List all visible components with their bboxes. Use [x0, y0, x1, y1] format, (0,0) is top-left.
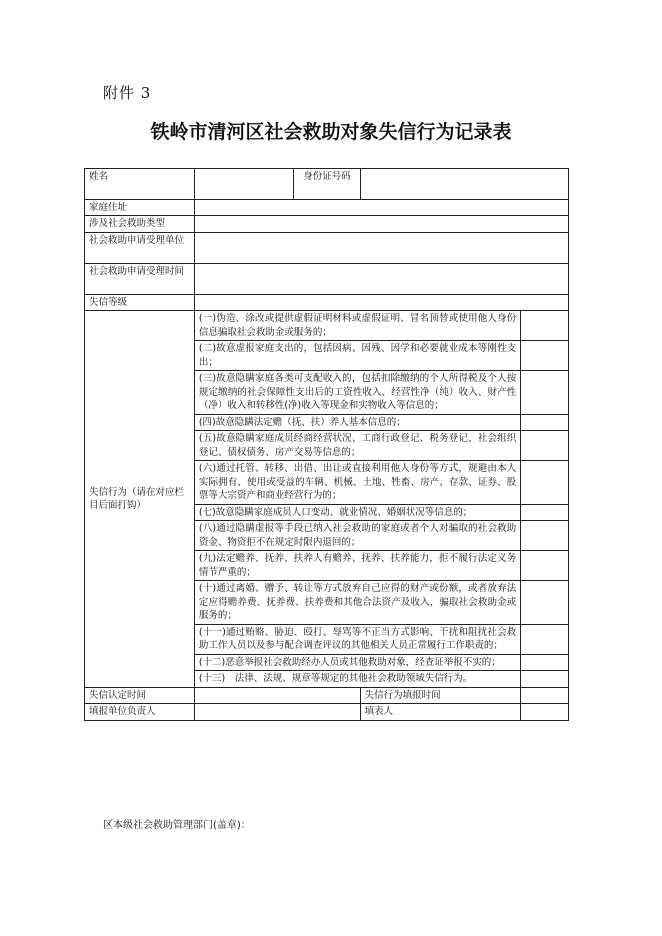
violation-item: (五)故意隐瞒家庭成员经商经营状况、工商行政登记、税务登记、社会组织登记、债权债务、房产交易等信息的；: [194, 431, 520, 461]
application-unit-label: 社会救助申请受理单位: [85, 232, 195, 263]
violation-check-cell[interactable]: [521, 654, 569, 670]
confirm-time-label: 失信认定时间: [85, 687, 195, 703]
application-time-field[interactable]: [194, 263, 568, 294]
violation-item: (十三) 法律、法规、规章等规定的其他社会救助领域失信行为。: [194, 671, 520, 687]
page-title: 铁岭市清河区社会救助对象失信行为记录表: [150, 121, 512, 143]
violation-item: (八)通过隐瞒虚报等手段已纳入社会救助的家庭或者个人对骗取的社会救助资金、物资拒不在规定时限内退回的；: [194, 521, 520, 551]
name-label: 姓名: [85, 169, 195, 200]
credit-level-field[interactable]: [194, 294, 568, 310]
report-time-field[interactable]: [521, 687, 569, 703]
violation-item: (六)通过托管、转移、出借、出让或直接利用他人身份等方式，规避由本人实际拥有、使用或受益的车辆、机械、土地、牲畜、房产、存款、证券、股票等大宗资产和商业经营行为的；: [194, 461, 520, 504]
record-form: [84, 168, 569, 721]
violation-check-cell[interactable]: [521, 371, 569, 414]
violation-check-cell[interactable]: [521, 581, 569, 624]
violation-item: (九)法定赡养、抚养、扶养人有赡养、抚养、扶养能力，拒不履行法定义务情节严重的；: [194, 551, 520, 581]
violation-check-cell[interactable]: [521, 341, 569, 371]
violation-item: (一)伪造、涂改或提供虚假证明材料或虚假证明、冒名顶替或使用他人身份信息骗取社会救助金或服务的；: [194, 311, 520, 341]
application-unit-field[interactable]: [194, 232, 568, 263]
violation-item: (三)故意隐瞒家庭各类可支配收入的，包括扣除缴纳的个人所得税及个人按规定缴纳的社会保障性支出后的工资性收入、经营性净（纯）收入、财产性（净）收入和转移性(净)收入等现金和实物收入等信息的；: [194, 371, 520, 414]
id-number-field[interactable]: [360, 169, 568, 200]
violation-check-cell[interactable]: [521, 414, 569, 430]
attachment-label: 附件 3: [103, 84, 152, 102]
violation-check-cell[interactable]: [521, 461, 569, 504]
reporter-field[interactable]: [521, 704, 569, 720]
reporter-label: 填表人: [360, 704, 521, 720]
violation-item: (七)故意隐瞒家庭成员人口变动、就业情况、婚姻状况等信息的；: [194, 504, 520, 520]
assistance-type-field[interactable]: [194, 216, 568, 232]
violation-label: 失信行为（请在对应栏目后面打钩）: [85, 311, 195, 687]
violation-item: (二)故意虚报家庭支出的，包括因病、因残、因学和必要就业成本等刚性支出；: [194, 341, 520, 371]
violation-check-cell[interactable]: [521, 671, 569, 687]
violation-check-cell[interactable]: [521, 504, 569, 520]
unit-leader-label: 填报单位负责人: [85, 704, 195, 720]
violation-check-cell[interactable]: [521, 551, 569, 581]
footer-note: 区本级社会救助管理部门(盖章)：: [103, 820, 251, 831]
unit-leader-field[interactable]: [194, 704, 360, 720]
confirm-time-field[interactable]: [194, 687, 360, 703]
violation-check-cell[interactable]: [521, 624, 569, 654]
violation-check-cell[interactable]: [521, 521, 569, 551]
address-field[interactable]: [194, 200, 568, 216]
violation-check-cell[interactable]: [521, 311, 569, 341]
violation-check-cell[interactable]: [521, 431, 569, 461]
credit-level-label: 失信等级: [85, 294, 195, 310]
violation-item: (十)通过离婚、赠予、转让等方式放弃自己应得的财产或份额，或者放弃法定应得赡养费、抚养费、扶养费和其他合法资产及收入，骗取社会救助金或服务的；: [194, 581, 520, 624]
violation-item: (四)故意隐瞒法定赡（抚、扶）养人基本信息的；: [194, 414, 520, 430]
application-time-label: 社会救助申请受理时间: [85, 263, 195, 294]
id-number-label: 身份证号码: [294, 169, 360, 200]
violation-item: (十二)恶意举报社会救助经办人员或其他救助对象，经查证举报不实的；: [194, 654, 520, 670]
address-label: 家庭住址: [85, 200, 195, 216]
report-time-label: 失信行为填报时间: [360, 687, 521, 703]
violation-item: (十一)通过贿赂、胁迫、殴打、辱骂等不正当方式影响、干扰和阻扰社会救助工作人员以及参与配合调查评议的其他相关人员正常履行工作职责的；: [194, 624, 520, 654]
name-field[interactable]: [194, 169, 293, 200]
assistance-type-label: 涉及社会救助类型: [85, 216, 195, 232]
